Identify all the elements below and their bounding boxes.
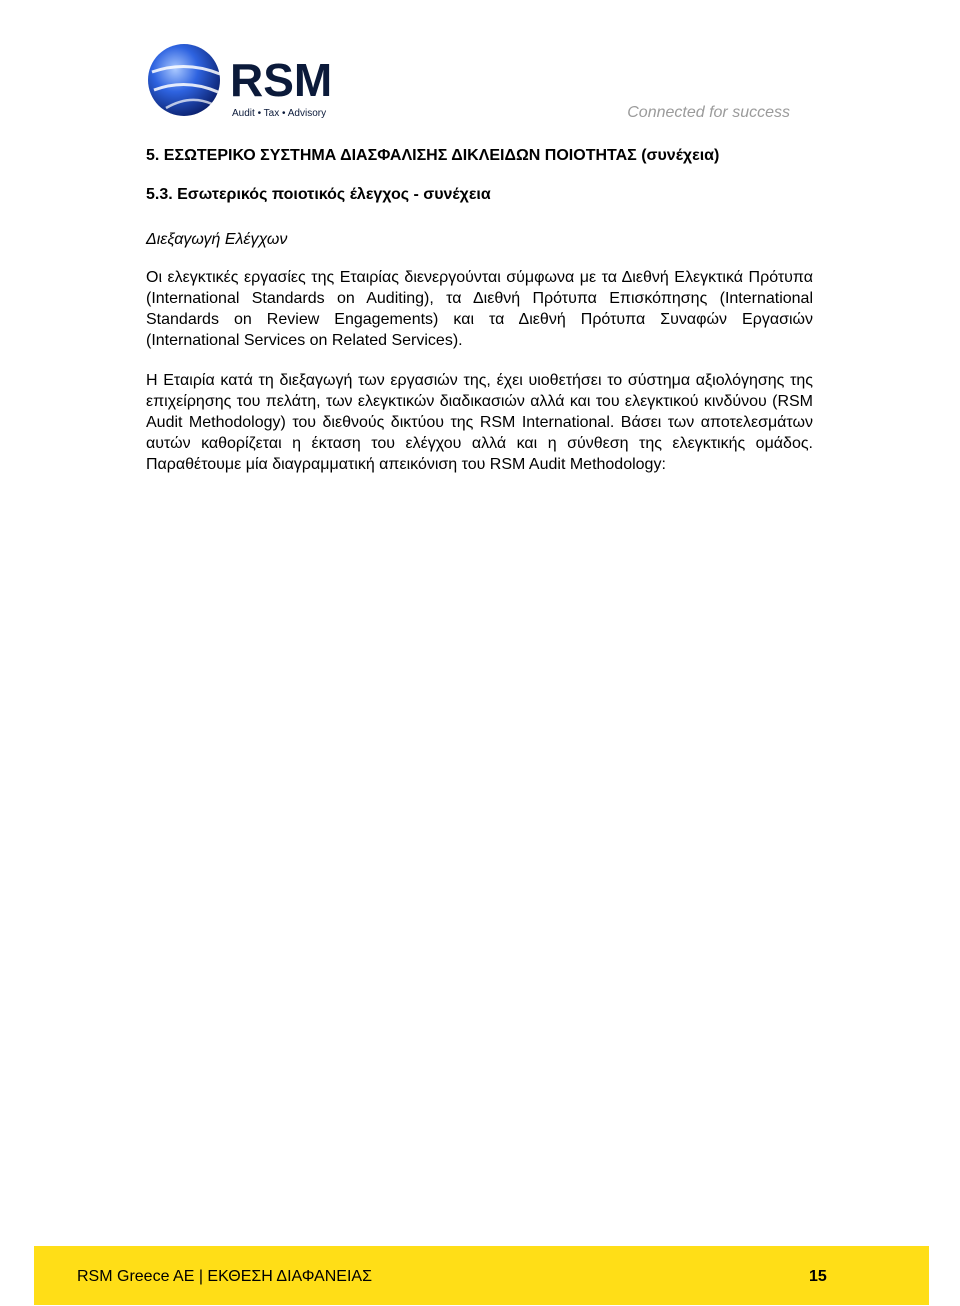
footer-report-title: RSM Greece AE | ΕΚΘΕΣΗ ΔΙΑΦΑΝΕΙΑΣ (77, 1268, 372, 1285)
paragraph-standards: Οι ελεγκτικές εργασίες της Εταιρίας διενεργούνται σύμφωνα με τα Διεθνή Ελεγκτικά Πρότυπα (International Standards on Auditing), τα Διεθνή Πρότυπα Επισκόπησης (International Standards on Review Engagements) και τα Διεθνή Πρότυπα Συναφών Εργασιών (International Services on Related Services). (146, 269, 813, 349)
rsm-logo (146, 42, 336, 122)
section-heading: 5. ΕΣΩΤΕΡΙΚΟ ΣΥΣΤΗΜΑ ΔΙΑΣΦΑΛΙΣΗΣ ΔΙΚΛΕΙΔΩΝ ΠΟΙΟΤΗΤΑΣ (συνέχεια) (146, 147, 720, 164)
subsection-heading: 5.3. Εσωτερικός ποιοτικός έλεγχος - συνέχεια (146, 186, 491, 203)
logo-subtitle: Audit • Tax • Advisory (232, 108, 327, 119)
header-tagline: Connected for success (627, 104, 790, 121)
italic-heading: Διεξαγωγή Ελέγχων (146, 231, 288, 248)
paragraph-methodology: Η Εταιρία κατά τη διεξαγωγή των εργασιών της, έχει υιοθετήσει το σύστημα αξιολόγησης της επιχείρησης του πελάτη, των ελεγκτικών διαδικασιών αλλά και του ελεγκτικού κινδύνου (RSM Audit Methodology) του διεθνούς δικτύου της RSM International. Βάσει των αποτελεσμάτων αυτών καθορίζεται η έκταση του ελέγχου αλλά και η σύνθεση της ελεγκτικής ομάδος. Παραθέτουμε μία διαγραμματική απεικόνιση του RSM Audit Methodology: (146, 372, 813, 473)
footer-bar (34, 1246, 929, 1305)
globe-logo-icon (146, 42, 336, 122)
logo-brand: RSM (230, 54, 333, 106)
page-number: 15 (809, 1268, 827, 1285)
